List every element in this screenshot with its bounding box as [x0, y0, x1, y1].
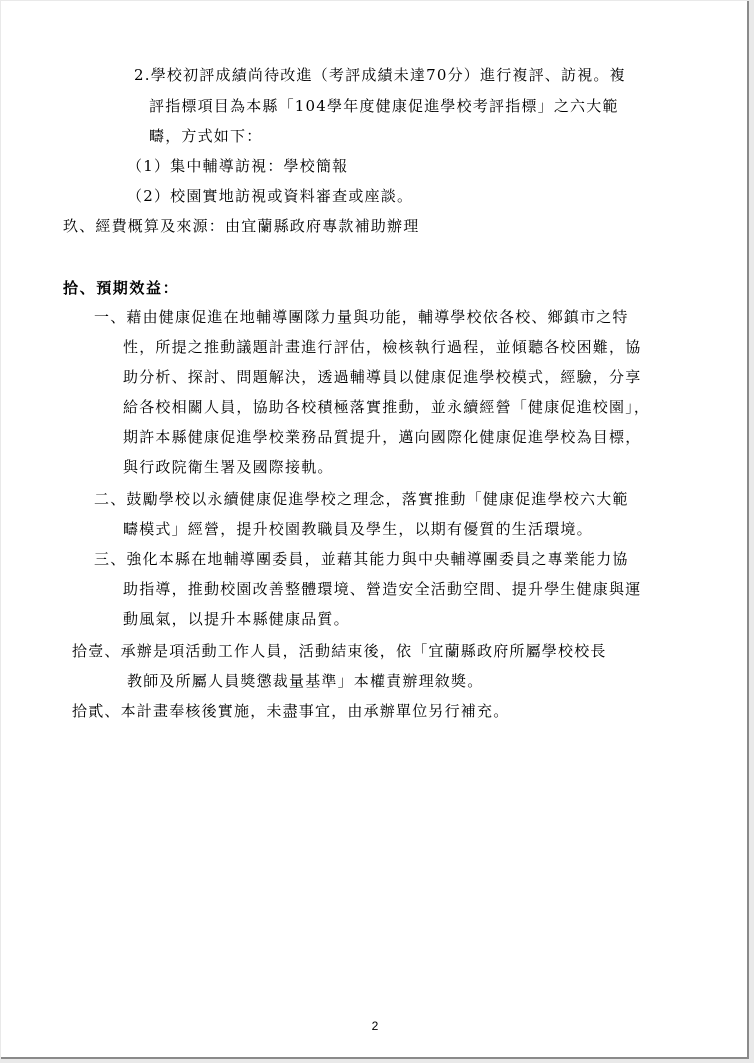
section-11-line-1: 拾壹、承辦是項活動工作人員，活動結束後，依「宜蘭縣政府所屬學校校長 [72, 642, 607, 660]
item-2-line-3: 疇，方式如下： [149, 127, 263, 145]
item-2-line-1: 2.學校初評成績尚待改進（考評成績未達70分）進行複評、訪視。複 [134, 66, 626, 84]
section-10-heading: 拾、預期效益： [63, 279, 180, 297]
section-9: 玖、經費概算及來源：由宜蘭縣政府專款補助辦理 [63, 217, 420, 235]
benefit-1-line-4: 給各校相關人員，協助各校積極落實推動，並永續經營「健康促進校園」， [123, 398, 651, 416]
benefit-2-line-1: 二、鼓勵學校以永續健康促進學校之理念，落實推動「健康促進學校六大範 [94, 490, 629, 508]
page-number: 2 [371, 1019, 379, 1033]
benefit-1-line-2: 性，所提之推動議題計畫進行評估，檢核執行過程，並傾聽各校困難，協 [123, 338, 642, 356]
item-2-sub-1: （1）集中輔導訪視：學校簡報 [127, 157, 349, 175]
benefit-3-line-1: 三、強化本縣在地輔導團委員，並藉其能力與中央輔導團委員之專業能力協 [94, 550, 629, 568]
benefit-1-line-6: 與行政院衛生署及國際接軌。 [123, 458, 334, 476]
document-page [1, 1, 749, 1059]
benefit-1-line-5: 期許本縣健康促進學校業務品質提升，邁向國際化健康促進學校為目標， [123, 428, 642, 446]
benefit-2-line-2: 疇模式」經營，提升校園教職員及學生，以期有優質的生活環境。 [123, 520, 593, 538]
benefit-1-line-1: 一、藉由健康促進在地輔導團隊力量與功能，輔導學校依各校、鄉鎮市之特 [94, 308, 629, 326]
item-2-line-2: 評指標項目為本縣「104學年度健康促進學校考評指標」之六大範 [149, 97, 619, 115]
benefit-1-line-3: 助分析、探討、問題解決，透過輔導員以健康促進學校模式，經驗，分享 [123, 368, 642, 386]
item-2-sub-2: （2）校園實地訪視或資料審查或座談。 [127, 187, 414, 205]
section-12: 拾貳、本計畫奉核後實施，未盡事宜，由承辦單位另行補充。 [72, 702, 510, 720]
benefit-3-line-2: 助指導，推動校園改善整體環境、營造安全活動空間、提升學生健康與運 [123, 580, 642, 598]
benefit-3-line-3: 動風氣，以提升本縣健康品質。 [123, 610, 350, 628]
section-11-line-2: 教師及所屬人員獎懲裁量基準」本權責辦理敘獎。 [127, 672, 484, 690]
